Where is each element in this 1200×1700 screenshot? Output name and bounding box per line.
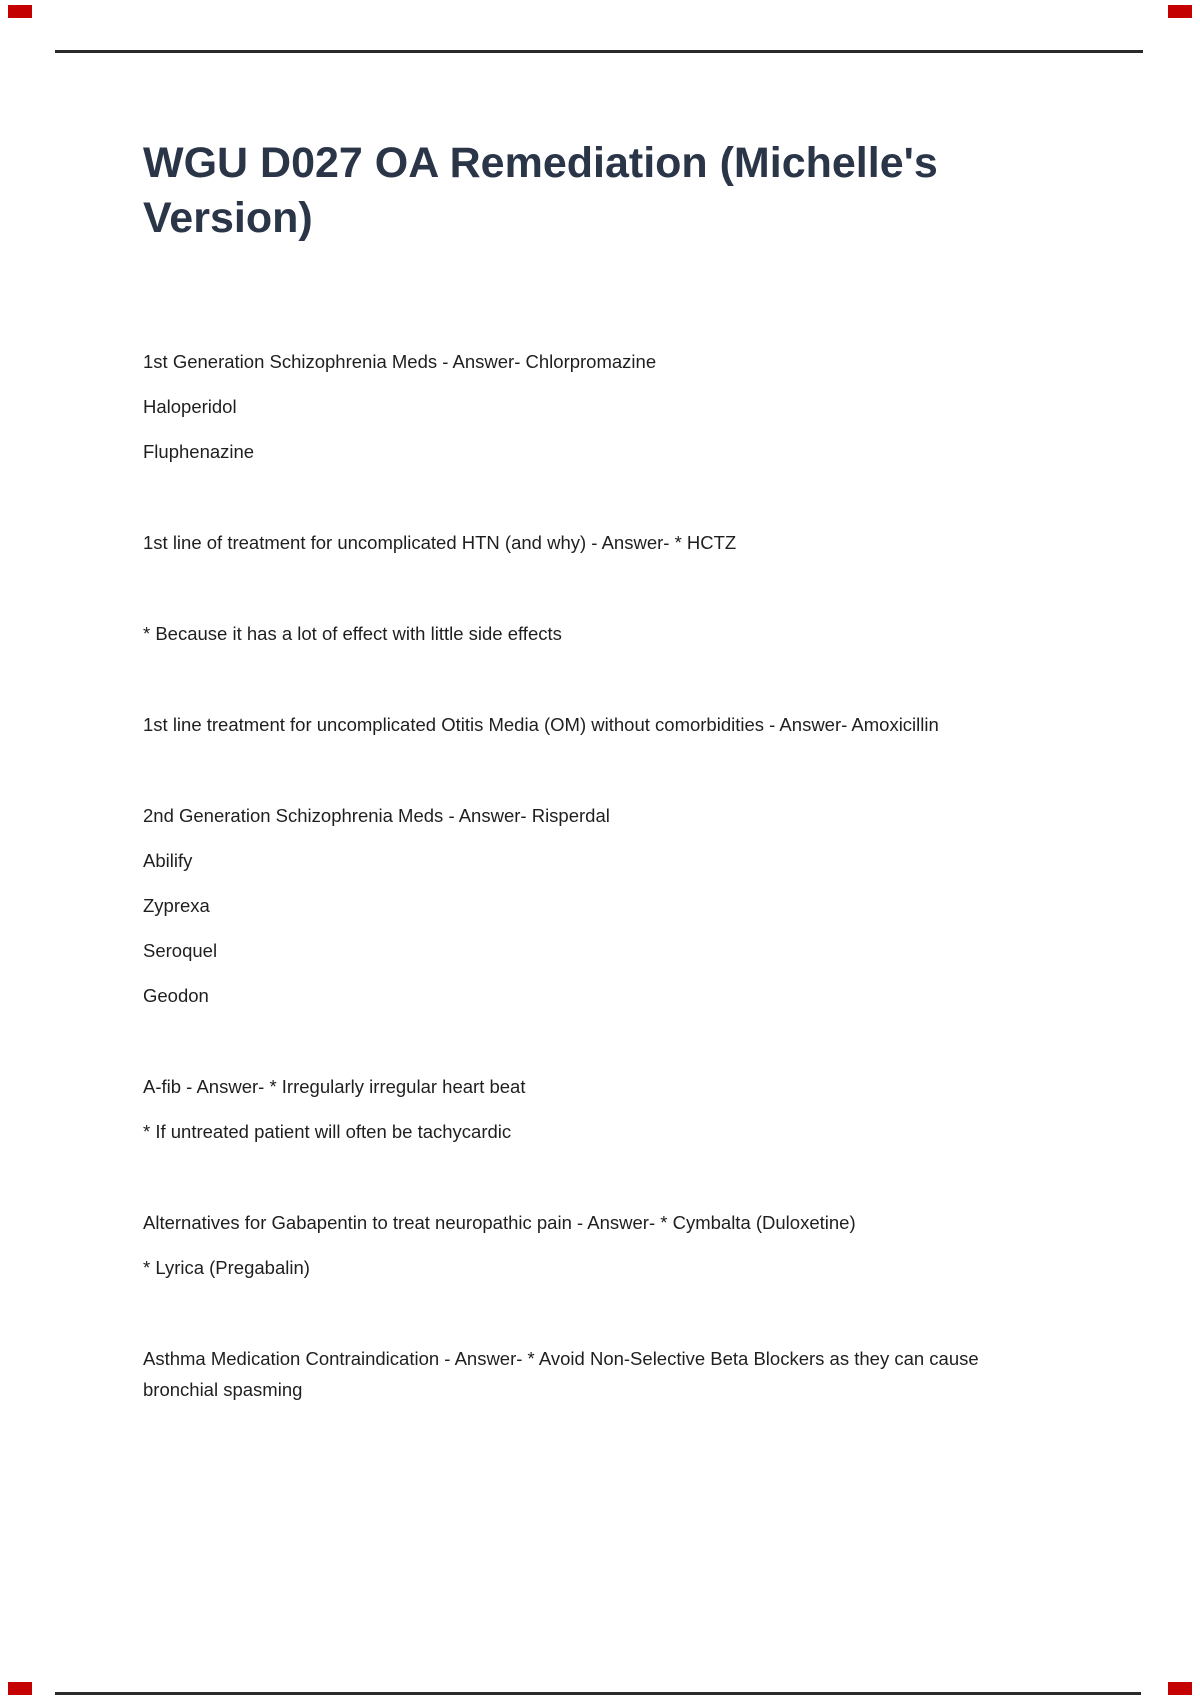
qa-line: 2nd Generation Schizophrenia Meds - Answer- Risperdal bbox=[143, 805, 610, 826]
corner-mark-bottom-left bbox=[8, 1682, 32, 1695]
qa-line: Fluphenazine bbox=[143, 441, 255, 462]
bottom-rule-divider bbox=[55, 1692, 1141, 1695]
qa-line: Asthma Medication Contraindication - Answer- * Avoid Non-Selective Beta Blockers as they can cause bronchial spasming bbox=[143, 1348, 979, 1400]
qa-line: Zyprexa bbox=[143, 895, 210, 916]
top-rule-divider bbox=[55, 50, 1143, 53]
qa-group-1st-gen-schizophrenia bbox=[143, 346, 1103, 467]
qa-list bbox=[143, 346, 1103, 1405]
qa-line: Alternatives for Gabapentin to treat neuropathic pain - Answer- * Cymbalta (Duloxetine) bbox=[143, 1212, 856, 1233]
corner-mark-top-left bbox=[8, 5, 32, 18]
document-title: WGU D027 OA Remediation (Michelle's Version) bbox=[143, 139, 938, 242]
qa-line: Haloperidol bbox=[143, 396, 237, 417]
qa-line: A-fib - Answer- * Irregularly irregular heart beat bbox=[143, 1076, 526, 1097]
qa-group-htn-reason bbox=[143, 618, 1103, 649]
corner-mark-bottom-right bbox=[1168, 1682, 1192, 1695]
page-content bbox=[143, 136, 1103, 1465]
qa-line: * If untreated patient will often be tachycardic bbox=[143, 1121, 512, 1142]
qa-line: Seroquel bbox=[143, 940, 218, 961]
qa-group-2nd-gen-schizophrenia bbox=[143, 800, 1103, 1011]
qa-group-htn-treatment bbox=[143, 527, 1103, 558]
qa-line: 1st line of treatment for uncomplicated HTN (and why) - Answer- * HCTZ bbox=[143, 532, 737, 553]
qa-line: * Lyrica (Pregabalin) bbox=[143, 1257, 310, 1278]
qa-group-gabapentin-alternatives bbox=[143, 1207, 1103, 1283]
qa-group-asthma-contraindication bbox=[143, 1343, 1103, 1405]
qa-group-otitis-media bbox=[143, 709, 1103, 740]
qa-line: Geodon bbox=[143, 985, 209, 1006]
qa-line: 1st Generation Schizophrenia Meds - Answer- Chlorpromazine bbox=[143, 351, 657, 372]
qa-group-afib bbox=[143, 1071, 1103, 1147]
qa-line: Abilify bbox=[143, 850, 193, 871]
qa-line: * Because it has a lot of effect with little side effects bbox=[143, 623, 562, 644]
corner-mark-top-right bbox=[1168, 5, 1192, 18]
qa-line: 1st line treatment for uncomplicated Otitis Media (OM) without comorbidities - Answer- Amoxicillin bbox=[143, 714, 939, 735]
